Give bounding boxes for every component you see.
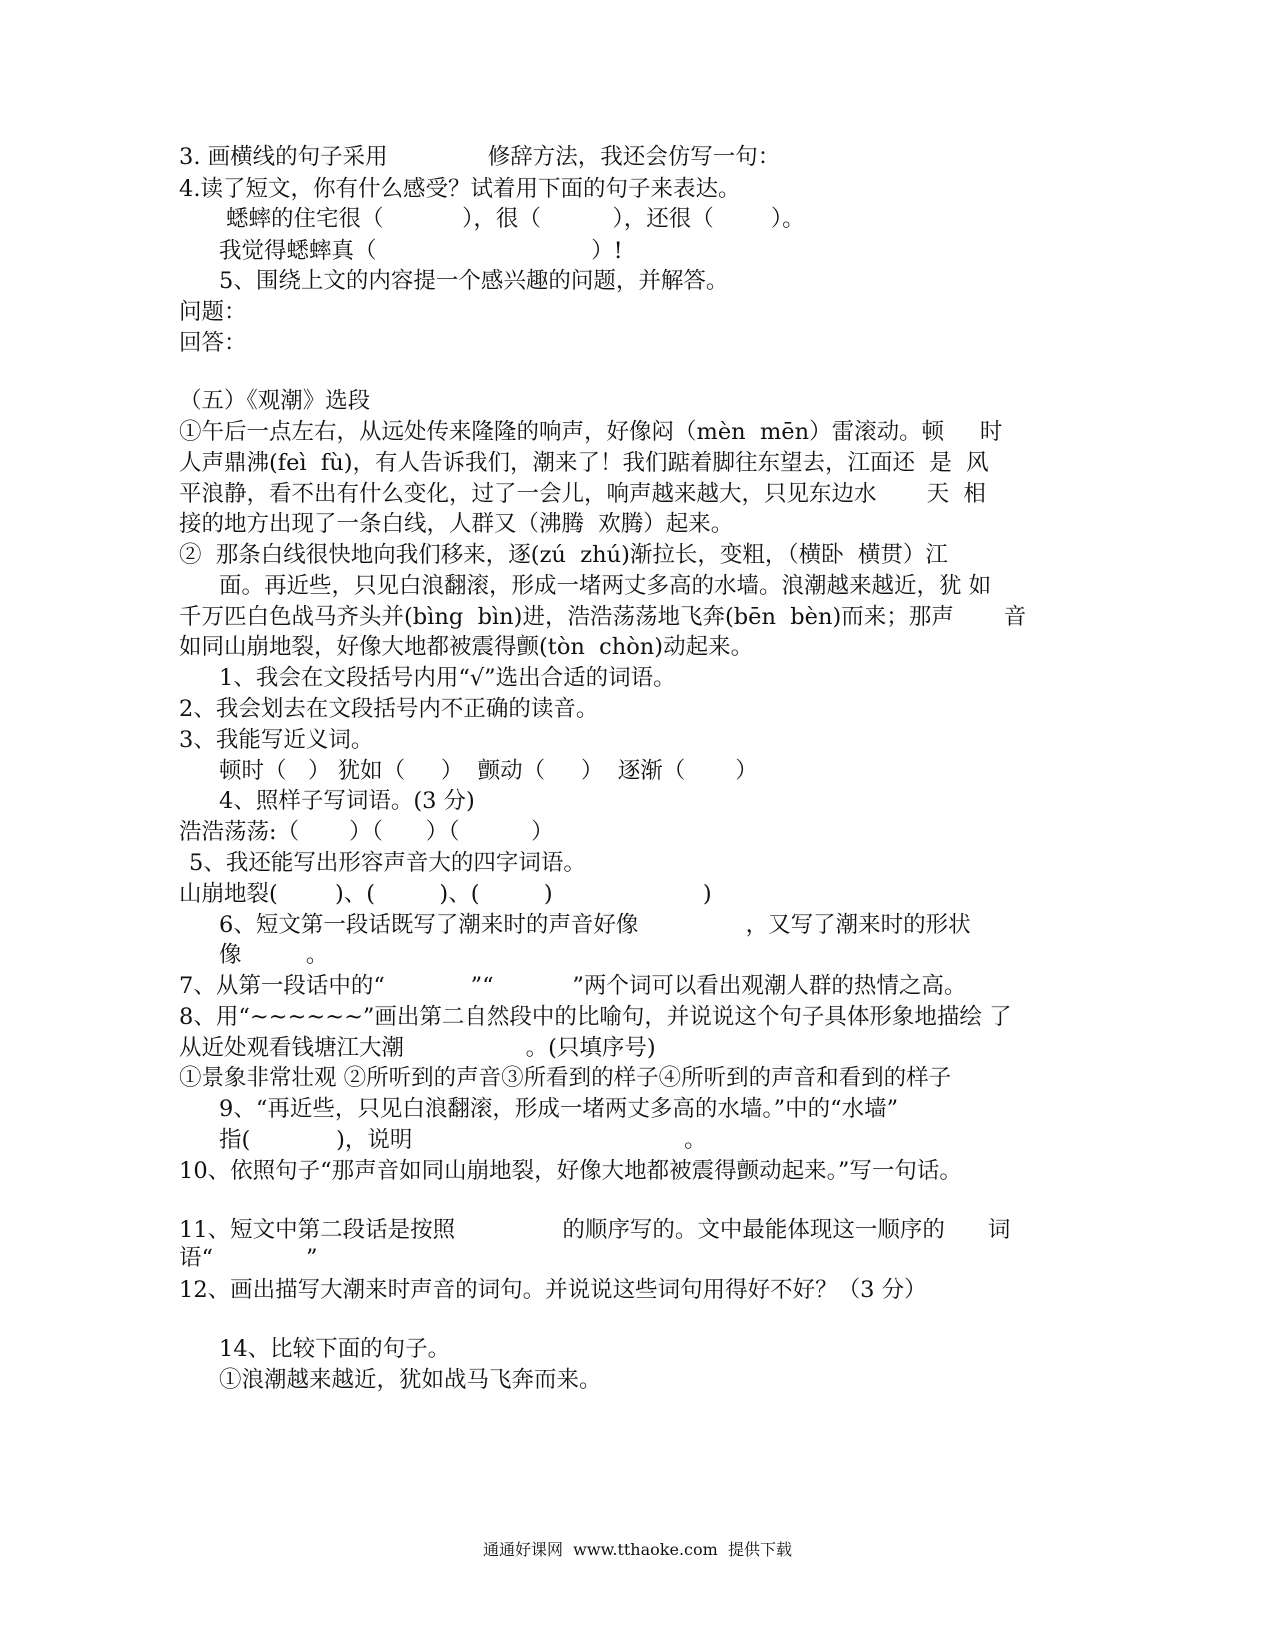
exercise-11: 11、短文中第二段话是按照 的顺序写的。文中最能体现这一顺序的 词 bbox=[179, 1217, 1011, 1243]
exercise-6: 6、短文第一段话既写了潮来时的声音好像 ，又写了潮来时的形状 bbox=[219, 912, 971, 938]
exercise-4-blanks: 浩浩荡荡:（ ）（ ）（ ） bbox=[179, 819, 554, 845]
passage-line: 面。再近些，只见白浪翻滚，形成一堵两丈多高的水墙。浪潮越来越近，犹 如 bbox=[219, 573, 992, 599]
exercise-7: 7、从第一段话中的“ ”“ ”两个词可以看出观潮人群的热情之高。 bbox=[179, 973, 967, 999]
answer-label: 回答： bbox=[179, 330, 247, 356]
exercise-14: 14、比较下面的句子。 bbox=[219, 1336, 451, 1362]
question-3: 3. 画横线的句子采用 修辞方法，我还会仿写一句： bbox=[179, 144, 781, 170]
passage-line: ② 那条白线很快地向我们移来，逐(zú zhú)渐拉长，变粗，（横卧 横贯）江 bbox=[179, 542, 948, 568]
exercise-9: 9、“再近些，只见白浪翻滚，形成一堵两丈多高的水墙。”中的“水墙” bbox=[219, 1096, 899, 1122]
exercise-5: 5、我还能写出形容声音大的四字词语。 bbox=[189, 850, 586, 876]
passage-line: ①午后一点左右，从远处传来隆隆的响声，好像闷（mèn mēn）雷滚动。顿 时 bbox=[179, 419, 1003, 445]
passage-line: 人声鼎沸(feì fù)，有人告诉我们，潮来了！我们踮着脚往东望去，江面还 是 风 bbox=[179, 450, 989, 476]
question-5: 5、围绕上文的内容提一个感兴趣的问题，并解答。 bbox=[219, 268, 729, 294]
exercise-9-cont: 指( )，说明 。 bbox=[219, 1127, 707, 1153]
exercise-4: 4、照样子写词语。(3 分) bbox=[219, 788, 475, 814]
passage-line: 接的地方出现了一条白线，人群又（沸腾 欢腾）起来。 bbox=[179, 511, 734, 537]
exercise-14-sentence-1: ①浪潮越来越近，犹如战马飞奔而来。 bbox=[219, 1367, 602, 1393]
page-footer: 通通好课网 www.tthaoke.com 提供下载 bbox=[483, 1540, 792, 1559]
question-4-blank-line-2: 我觉得蟋蟀真（ ）! bbox=[219, 238, 623, 264]
section-heading: （五）《观潮》选段 bbox=[179, 388, 371, 414]
exercise-5-blanks: 山崩地裂( )、( )、( ) ) bbox=[179, 881, 712, 907]
passage-line: 平浪静，看不出有什么变化，过了一会儿，响声越来越大，只见东边水 天 相 bbox=[179, 481, 986, 507]
exercise-8: 8、用“~~~~~~”画出第二自然段中的比喻句，并说说这个句子具体形象地描绘 了 bbox=[179, 1004, 1012, 1030]
exercise-6-cont: 像 。 bbox=[219, 942, 329, 968]
passage-line: 如同山崩地裂，好像大地都被震得颤(tòn chòn)动起来。 bbox=[179, 634, 754, 660]
exercise-8-cont: 从近处观看钱塘江大潮 。(只填序号) bbox=[179, 1035, 656, 1061]
exercise-10: 10、依照句子“那声音如同山崩地裂，好像大地都被震得颤动起来。”写一句话。 bbox=[179, 1158, 962, 1184]
exercise-3: 3、我能写近义词。 bbox=[179, 727, 374, 753]
exercise-2: 2、我会划去在文段括号内不正确的读音。 bbox=[179, 696, 599, 722]
exercise-3-blanks: 顿时（ ） 犹如（ ） 颤动（ ） 逐渐（ ） bbox=[219, 758, 758, 784]
exercise-8-options: ①景象非常壮观 ②所听到的声音③所看到的样子④所听到的声音和看到的样子 bbox=[179, 1065, 952, 1091]
question-4: 4.读了短文，你有什么感受？试着用下面的句子来表达。 bbox=[179, 176, 741, 202]
exercise-12: 12、画出描写大潮来时声音的词句。并说说这些词句用得好不好？（3 分） bbox=[179, 1277, 927, 1303]
question-label: 问题： bbox=[179, 299, 247, 325]
exercise-11-cont: 语“ ” bbox=[179, 1245, 318, 1271]
exercise-1: 1、我会在文段括号内用“√”选出合适的词语。 bbox=[219, 665, 676, 691]
passage-line: 千万匹白色战马齐头并(bìng bìn)进，浩浩荡荡地飞奔(bēn bèn)而来；那声 音 bbox=[179, 604, 1027, 630]
question-4-blank-line-1: 蟋蟀的住宅很（ ），很（ ），还很（ ）。 bbox=[226, 206, 805, 232]
